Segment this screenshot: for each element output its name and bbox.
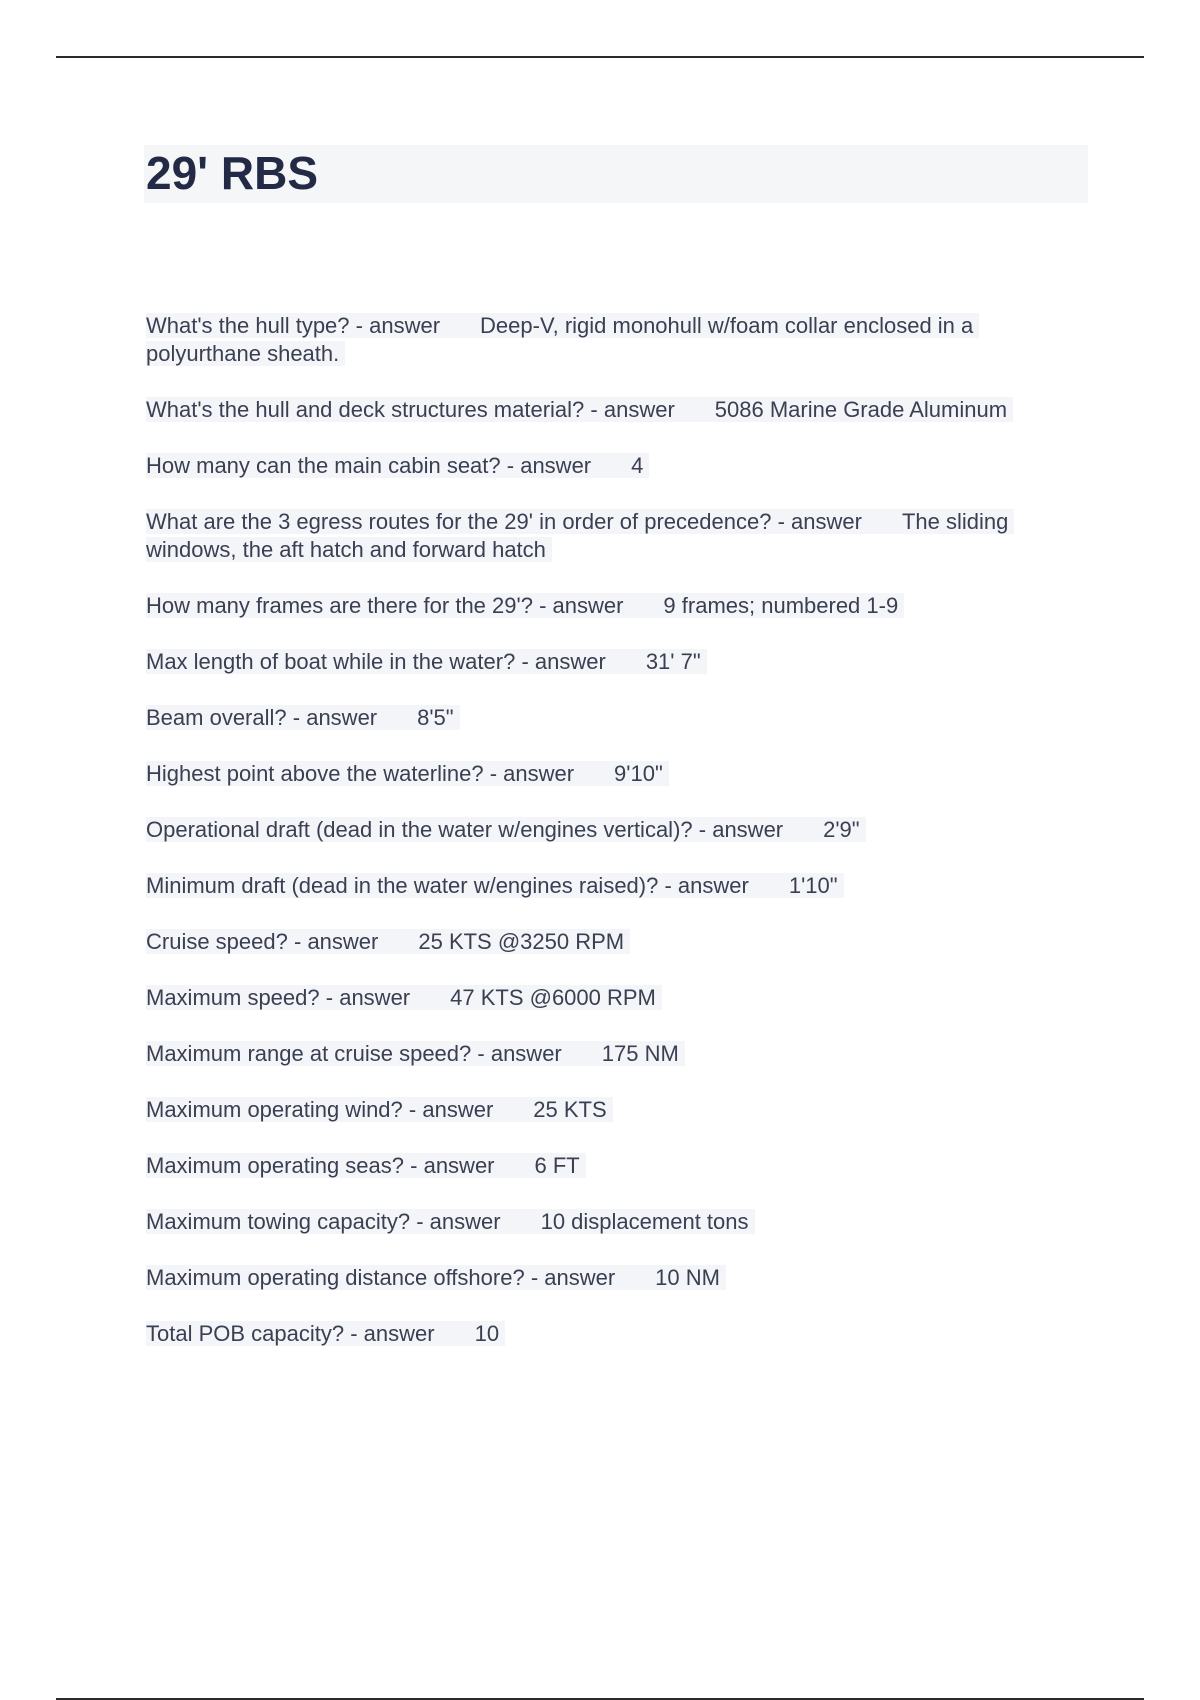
answer-separator: - answer: [325, 985, 411, 1010]
answer-separator: - answer: [539, 593, 624, 618]
answer-text: 9 frames; numbered 1-9: [663, 593, 899, 618]
qa-item-max-length: [146, 648, 1066, 676]
answer-separator: - answer: [590, 397, 675, 422]
answer-text: 175 NM: [601, 1041, 679, 1066]
qa-item-cruise-speed: [146, 928, 1066, 956]
answer-text: 8'5": [417, 705, 454, 730]
answer-text: 1'10": [788, 873, 838, 898]
answer-separator: - answer: [698, 817, 784, 842]
qa-item-cabin-seats: [146, 452, 1066, 480]
answer-text: 6 FT: [534, 1153, 580, 1178]
qa-item-operating-seas: [146, 1152, 1066, 1180]
question-text: Maximum towing capacity?: [146, 1209, 411, 1234]
answer-separator: - answer: [530, 1265, 616, 1290]
answer-text: 47 KTS @6000 RPM: [450, 985, 656, 1010]
qa-item-maximum-range: [146, 1040, 1066, 1068]
question-text: Maximum speed?: [146, 985, 320, 1010]
answer-text: 9'10": [614, 761, 663, 786]
question-text: Highest point above the waterline?: [146, 761, 484, 786]
answer-separator: - answer: [408, 1097, 494, 1122]
answer-separator: - answer: [777, 509, 862, 534]
question-text: Beam overall?: [146, 705, 287, 730]
qa-item-frames: [146, 592, 1066, 620]
qa-item-operational-draft: [146, 816, 1066, 844]
qa-item-beam: [146, 704, 1066, 732]
question-text: Total POB capacity?: [146, 1321, 345, 1346]
question-text: What are the 3 egress routes for the 29' in order of precedence?: [146, 509, 772, 534]
answer-text: 25 KTS: [533, 1097, 607, 1122]
answer-separator: - answer: [410, 1153, 495, 1178]
answer-text: 25 KTS @3250 RPM: [418, 929, 625, 954]
question-text: Minimum draft (dead in the water w/engines raised)?: [146, 873, 659, 898]
qa-item-hull-type: [146, 312, 1066, 368]
question-text: What's the hull type?: [146, 313, 350, 338]
qa-item-pob-capacity: [146, 1320, 1066, 1348]
qa-item-highest-point: [146, 760, 1066, 788]
answer-text: 10 displacement tons: [540, 1209, 749, 1234]
question-text: Maximum operating seas?: [146, 1153, 405, 1178]
qa-item-minimum-draft: [146, 872, 1066, 900]
qa-list: [146, 312, 1066, 1376]
answer-text: 10: [474, 1321, 500, 1346]
answer-text: 5086 Marine Grade Aluminum: [714, 397, 1008, 422]
answer-text: 10 NM: [655, 1265, 720, 1290]
answer-separator: - answer: [477, 1041, 562, 1066]
answer-text: The sliding windows, the aft hatch and forward hatch: [146, 509, 1009, 562]
qa-item-distance-offshore: [146, 1264, 1066, 1292]
qa-item-egress-routes: [146, 508, 1066, 564]
answer-separator: - answer: [521, 649, 606, 674]
question-text: How many can the main cabin seat?: [146, 453, 501, 478]
top-rule: [56, 56, 1144, 58]
answer-text: Deep-V, rigid monohull w/foam collar enclosed in a polyurthane sheath.: [146, 313, 974, 366]
question-text: Maximum operating distance offshore?: [146, 1265, 525, 1290]
qa-item-maximum-speed: [146, 984, 1066, 1012]
qa-item-operating-wind: [146, 1096, 1066, 1124]
qa-item-hull-material: [146, 396, 1066, 424]
answer-separator: - answer: [355, 313, 441, 338]
question-text: What's the hull and deck structures material?: [146, 397, 585, 422]
answer-text: 2'9": [823, 817, 860, 842]
question-text: Max length of boat while in the water?: [146, 649, 516, 674]
answer-text: 31' 7": [645, 649, 701, 674]
answer-separator: - answer: [294, 929, 379, 954]
page-title: 29' RBS: [146, 147, 319, 199]
answer-separator: - answer: [489, 761, 575, 786]
question-text: Operational draft (dead in the water w/engines vertical)?: [146, 817, 693, 842]
answer-separator: - answer: [664, 873, 749, 898]
qa-item-towing-capacity: [146, 1208, 1066, 1236]
question-text: Maximum operating wind?: [146, 1097, 403, 1122]
answer-separator: - answer: [506, 453, 592, 478]
question-text: How many frames are there for the 29'?: [146, 593, 533, 618]
question-text: Maximum range at cruise speed?: [146, 1041, 472, 1066]
answer-separator: - answer: [292, 705, 378, 730]
question-text: Cruise speed?: [146, 929, 288, 954]
answer-separator: - answer: [416, 1209, 501, 1234]
answer-separator: - answer: [350, 1321, 435, 1346]
answer-text: 4: [631, 453, 644, 478]
